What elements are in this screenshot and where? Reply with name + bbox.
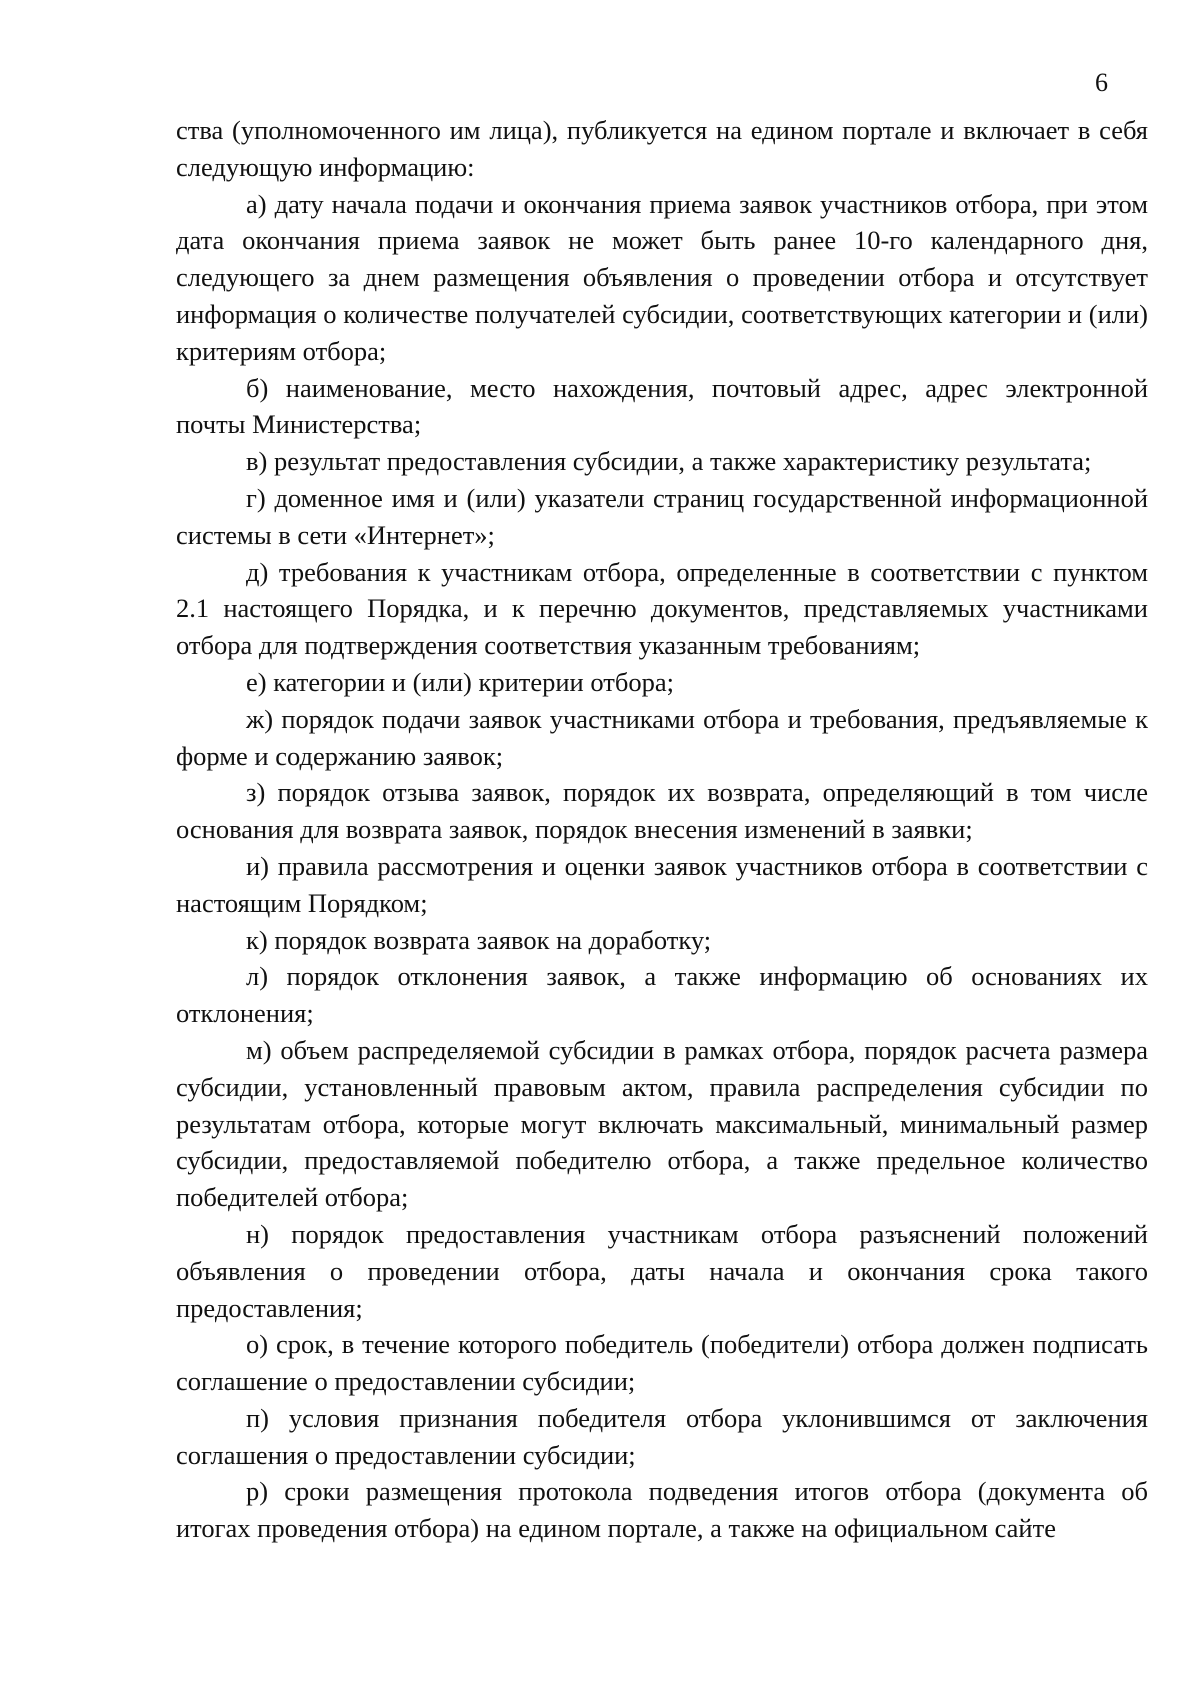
document-body [176,112,1148,1547]
paragraph: з) порядок отзыва заявок, порядок их возврата, определяющий в том числе основания для возврата заявок, порядок внесения изменений в заявки; [176,777,1148,845]
paragraph: е) категории и (или) критерии отбора; [246,666,674,697]
paragraph: в) результат предоставления субсидии, а также характеристику результата; [246,446,1092,477]
paragraph: р) сроки размещения протокола подведения итогов отбора (документа об итогах проведения отбора) на едином портале, а также на официальном сайте [176,1476,1148,1544]
paragraph: д) требования к участникам отбора, определенные в соответствии с пунктом 2.1 настоящего Порядка, и к перечню документов, представляемых участниками отбора для подтверждения соответствия указанным требованиям; [176,556,1148,661]
page-number: 6 [1095,68,1108,97]
paragraph: л) порядок отклонения заявок, а также информацию об основаниях их отклонения; [176,961,1148,1029]
paragraph: к) порядок возврата заявок на доработку; [246,924,712,955]
paragraph: н) порядок предоставления участникам отбора разъяснений положений объявления о проведении отбора, даты начала и окончания срока такого предоставления; [176,1218,1148,1323]
paragraph: м) объем распределяемой субсидии в рамках отбора, порядок расчета размера субсидии, установленный правовым актом, правила распределения субсидии по результатам отбора, которые могут включать максимальный, минимальный размер субсидии, предоставляемой победителю отбора, а также предельное количество победителей отбора; [176,1034,1148,1213]
paragraph: г) доменное имя и (или) указатели страниц государственной информационной системы в сети «Интернет»; [176,482,1148,550]
paragraph: а) дату начала подачи и окончания приема заявок участников отбора, при этом дата окончания приема заявок не может быть ранее 10-го календарного дня, следующего за днем размещения объявления о проведении отбора и отсутствует информация о количестве получателей субсидии, соответствующих категории и (или) критериям отбора; [176,188,1148,366]
paragraph: о) срок, в течение которого победитель (победители) отбора должен подписать соглашение о предоставлении субсидии; [176,1329,1148,1397]
paragraph: ж) порядок подачи заявок участниками отбора и требования, предъявляемые к форме и содержанию заявок; [176,703,1148,771]
paragraph: и) правила рассмотрения и оценки заявок участников отбора в соответствии с настоящим Порядком; [176,850,1148,918]
paragraph: п) условия признания победителя отбора уклонившимся от заключения соглашения о предоставлении субсидии; [176,1402,1148,1470]
paragraph: ства (уполномоченного им лица), публикуется на едином портале и включает в себя следующую информацию: [176,115,1148,182]
paragraph: б) наименование, место нахождения, почтовый адрес, адрес электронной почты Министерства; [176,372,1148,440]
